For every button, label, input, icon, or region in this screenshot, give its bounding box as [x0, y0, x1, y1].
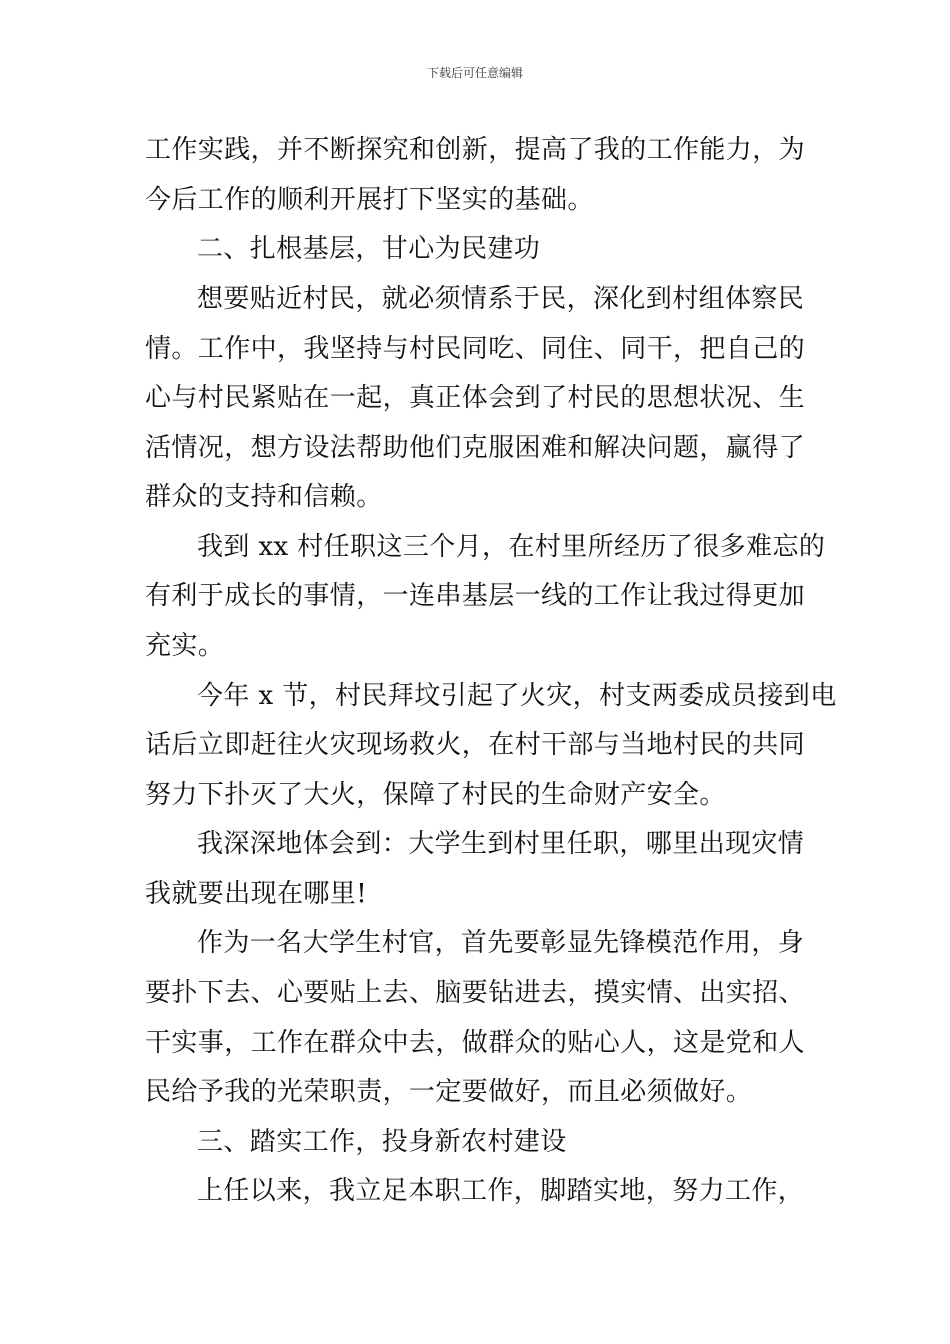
- body-line: 充实。: [145, 631, 225, 661]
- body-line: 努力下扑灭了大火，保障了村民的生命财产安全。: [145, 780, 726, 810]
- body-line: 今年 x 节，村民拜坟引起了火灾，村支两委成员接到电: [197, 681, 837, 711]
- body-line: 想要贴近村民，就必须情系于民，深化到村组体察民: [197, 284, 805, 314]
- body-line: 工作实践，并不断探究和创新，提高了我的工作能力，为: [145, 135, 806, 165]
- body-line: 上任以来，我立足本职工作，脚踏实地，努力工作，: [197, 1176, 805, 1206]
- section-heading: 三、踏实工作，投身新农村建设: [197, 1127, 567, 1157]
- body-line: 我到 xx 村任职这三个月，在村里所经历了很多难忘的: [197, 532, 826, 562]
- body-line: 民给予我的光荣职责，一定要做好，而且必须做好。: [145, 1077, 753, 1107]
- body-line: 话后立即赶往火灾现场救火，在村干部与当地村民的共同: [145, 730, 806, 760]
- body-line: 心与村民紧贴在一起，真正体会到了村民的思想状况、生: [145, 383, 806, 413]
- body-line: 活情况，想方设法帮助他们克服困难和解决问题，赢得了: [145, 433, 806, 463]
- body-line: 要扑下去、心要贴上去、脑要钻进去，摸实情、出实招、: [145, 978, 806, 1008]
- body-line: 作为一名大学生村官，首先要彰显先锋模范作用，身: [197, 928, 805, 958]
- body-line: 有利于成长的事情，一连串基层一线的工作让我过得更加: [145, 581, 806, 611]
- body-line: 情。工作中，我坚持与村民同吃、同住、同干，把自己的: [145, 334, 806, 364]
- page-header: 下载后可任意编辑: [426, 66, 523, 80]
- body-line: 干实事，工作在群众中去，做群众的贴心人，这是党和人: [145, 1028, 806, 1058]
- body-line: 我深深地体会到：大学生到村里任职，哪里出现灾情: [197, 829, 805, 859]
- body-line: 今后工作的顺利开展打下坚实的基础。: [145, 185, 594, 215]
- body-line: 我就要出现在哪里!: [145, 879, 368, 909]
- body-line: 群众的支持和信赖。: [145, 482, 383, 512]
- section-heading: 二、扎根基层，甘心为民建功: [197, 234, 541, 264]
